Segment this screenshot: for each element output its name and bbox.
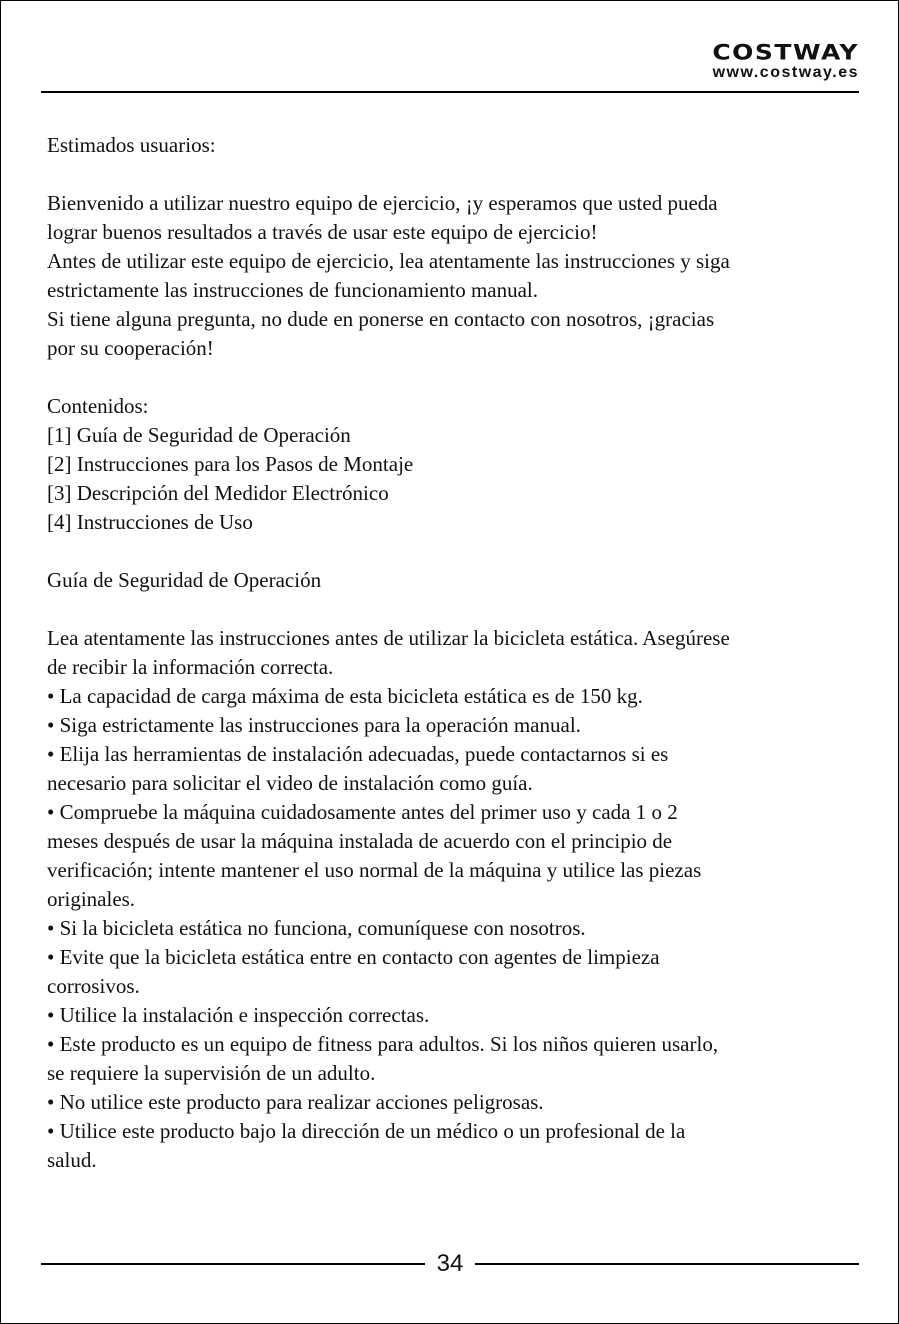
footer-divider-right (475, 1263, 859, 1265)
safety-bullet: • Compruebe la máquina cuidadosamente antes del primer uso y cada 1 o 2 meses después de usar la máquina instalada de acuerdo con el principio de verificación; intente mantener el uso normal de la máquina y utilice las piezas originales. (47, 800, 702, 911)
section-heading: Guía de Seguridad de Operación (47, 568, 322, 592)
website-url: www.costway.es (712, 64, 859, 81)
intro-paragraph: Antes de utilizar este equipo de ejercicio, lea atentamente las instrucciones y siga estrictamente las instrucciones de funcionamiento manual. (47, 249, 730, 302)
safety-bullet: • Evite que la bicicleta estática entre en contacto con agentes de limpieza corrosivos. (47, 945, 660, 998)
safety-bullet: • Elija las herramientas de instalación adecuadas, puede contactarnos si es necesario para solicitar el video de instalación como guía. (47, 742, 669, 795)
contents-heading: Contenidos: (47, 394, 149, 418)
safety-bullet: • No utilice este producto para realizar acciones peligrosas. (47, 1090, 544, 1114)
safety-bullet: • Utilice este producto bajo la dirección de un médico o un profesional de la salud. (47, 1119, 686, 1172)
safety-intro: Lea atentamente las instrucciones antes de utilizar la bicicleta estática. Asegúrese de recibir la información correcta. (47, 626, 730, 679)
greeting: Estimados usuarios: (47, 133, 216, 157)
brand-logo (712, 38, 859, 81)
contents-item: [3] Descripción del Medidor Electrónico (47, 481, 389, 505)
spacer (47, 363, 853, 392)
header-divider (41, 91, 859, 93)
safety-bullet: • Siga estrictamente las instrucciones para la operación manual. (47, 713, 581, 737)
page-number: 34 (436, 1250, 464, 1277)
page-header (41, 1, 859, 95)
footer-divider-left (41, 1263, 425, 1265)
safety-bullet: • Si la bicicleta estática no funciona, comuníquese con nosotros. (47, 916, 586, 940)
page-content (47, 131, 853, 1175)
spacer (47, 537, 853, 566)
brand-name: COSTWAY (712, 40, 859, 65)
contents-item: [4] Instrucciones de Uso (47, 510, 253, 534)
contents-item: [1] Guía de Seguridad de Operación (47, 423, 351, 447)
safety-bullet: • Este producto es un equipo de fitness para adultos. Si los niños quieren usarlo, se requiere la supervisión de un adulto. (47, 1032, 719, 1085)
safety-bullet: • Utilice la instalación e inspección correctas. (47, 1003, 430, 1027)
safety-bullet: • La capacidad de carga máxima de esta bicicleta estática es de 150 kg. (47, 684, 643, 708)
spacer (47, 160, 853, 189)
spacer (47, 595, 853, 624)
page-footer (41, 1247, 859, 1281)
contents-item: [2] Instrucciones para los Pasos de Montaje (47, 452, 414, 476)
intro-paragraph: Si tiene alguna pregunta, no dude en ponerse en contacto con nosotros, ¡gracias por su cooperación! (47, 307, 715, 360)
intro-paragraph: Bienvenido a utilizar nuestro equipo de ejercicio, ¡y esperamos que usted pueda lograr buenos resultados a través de usar este equipo de ejercicio! (47, 191, 718, 244)
